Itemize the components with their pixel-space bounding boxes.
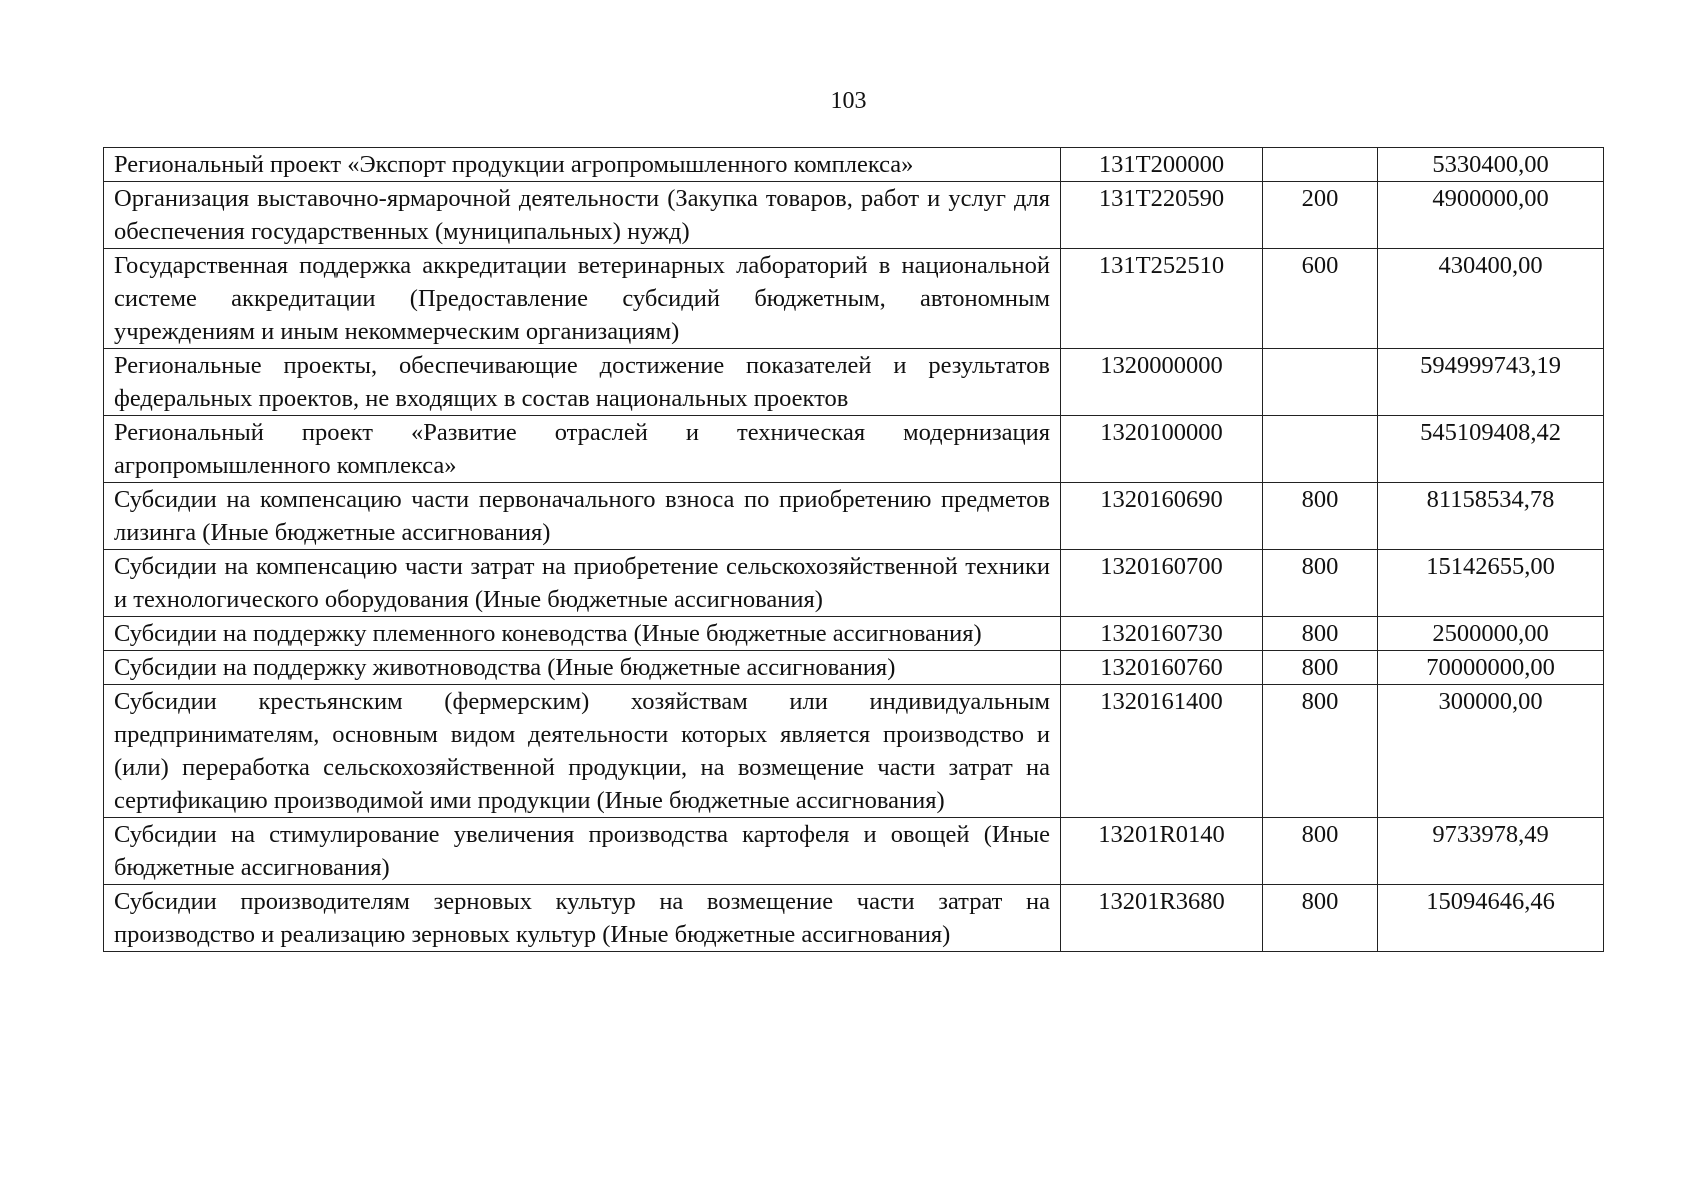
row-amount: 81158534,78 xyxy=(1378,483,1604,550)
row-name: Субсидии на поддержку животноводства (Иные бюджетные ассигнования) xyxy=(104,651,1061,685)
table-row xyxy=(104,416,1604,483)
table-row xyxy=(104,182,1604,249)
row-code: 131T200000 xyxy=(1061,148,1263,182)
row-amount: 15142655,00 xyxy=(1378,550,1604,617)
row-code: 131T220590 xyxy=(1061,182,1263,249)
row-expense-type: 800 xyxy=(1263,651,1378,685)
row-name: Государственная поддержка аккредитации ветеринарных лабораторий в национальной системе аккредитации (Предоставление субсидий бюджетным, автономным учреждениям и иным некоммерческим организациям) xyxy=(104,249,1061,349)
row-expense-type: 800 xyxy=(1263,617,1378,651)
row-name: Субсидии производителям зерновых культур на возмещение части затрат на производство и реализацию зерновых культур (Иные бюджетные ассигнования) xyxy=(104,885,1061,952)
row-expense-type: 800 xyxy=(1263,818,1378,885)
row-amount: 594999743,19 xyxy=(1378,349,1604,416)
row-name: Региональный проект «Экспорт продукции агропромышленного комплекса» xyxy=(104,148,1061,182)
row-expense-type: 800 xyxy=(1263,885,1378,952)
row-amount: 15094646,46 xyxy=(1378,885,1604,952)
row-code: 13201R3680 xyxy=(1061,885,1263,952)
row-name: Региональные проекты, обеспечивающие достижение показателей и результатов федеральных проектов, не входящих в состав национальных проектов xyxy=(104,349,1061,416)
table-row xyxy=(104,550,1604,617)
row-name: Субсидии на компенсацию части затрат на приобретение сельскохозяйственной техники и технологического оборудования (Иные бюджетные ассигнования) xyxy=(104,550,1061,617)
row-code: 1320161400 xyxy=(1061,685,1263,818)
row-expense-type xyxy=(1263,416,1378,483)
table-row xyxy=(104,685,1604,818)
table-row xyxy=(104,651,1604,685)
row-name: Субсидии на компенсацию части первоначального взноса по приобретению предметов лизинга (Иные бюджетные ассигнования) xyxy=(104,483,1061,550)
row-name: Организация выставочно-ярмарочной деятельности (Закупка товаров, работ и услуг для обеспечения государственных (муниципальных) нужд) xyxy=(104,182,1061,249)
row-expense-type: 800 xyxy=(1263,483,1378,550)
row-amount: 430400,00 xyxy=(1378,249,1604,349)
row-amount: 2500000,00 xyxy=(1378,617,1604,651)
row-name: Субсидии крестьянским (фермерским) хозяйствам или индивидуальным предпринимателям, основным видом деятельности которых является производство и (или) переработка сельскохозяйственной продукции, на возмещение части затрат на сертификацию производимой ими продукции (Иные бюджетные ассигнования) xyxy=(104,685,1061,818)
row-code: 1320160700 xyxy=(1061,550,1263,617)
row-code: 131T252510 xyxy=(1061,249,1263,349)
page-number: 103 xyxy=(830,88,867,114)
row-name: Региональный проект «Развитие отраслей и техническая модернизация агропромышленного комплекса» xyxy=(104,416,1061,483)
row-expense-type xyxy=(1263,148,1378,182)
table-row xyxy=(104,885,1604,952)
row-name: Субсидии на стимулирование увеличения производства картофеля и овощей (Иные бюджетные ассигнования) xyxy=(104,818,1061,885)
row-expense-type: 800 xyxy=(1263,685,1378,818)
table-row xyxy=(104,349,1604,416)
budget-table-body xyxy=(104,148,1604,952)
row-code: 13201R0140 xyxy=(1061,818,1263,885)
row-amount: 9733978,49 xyxy=(1378,818,1604,885)
table-row xyxy=(104,818,1604,885)
row-expense-type: 200 xyxy=(1263,182,1378,249)
row-amount: 5330400,00 xyxy=(1378,148,1604,182)
row-name: Субсидии на поддержку племенного коневодства (Иные бюджетные ассигнования) xyxy=(104,617,1061,651)
table-row xyxy=(104,148,1604,182)
table-row xyxy=(104,617,1604,651)
row-code: 1320100000 xyxy=(1061,416,1263,483)
row-expense-type xyxy=(1263,349,1378,416)
table-row xyxy=(104,483,1604,550)
row-amount: 300000,00 xyxy=(1378,685,1604,818)
row-amount: 70000000,00 xyxy=(1378,651,1604,685)
budget-table xyxy=(103,147,1604,952)
table-row xyxy=(104,249,1604,349)
row-expense-type: 800 xyxy=(1263,550,1378,617)
row-code: 1320160730 xyxy=(1061,617,1263,651)
row-expense-type: 600 xyxy=(1263,249,1378,349)
row-code: 1320160690 xyxy=(1061,483,1263,550)
row-code: 1320000000 xyxy=(1061,349,1263,416)
row-code: 1320160760 xyxy=(1061,651,1263,685)
row-amount: 4900000,00 xyxy=(1378,182,1604,249)
row-amount: 545109408,42 xyxy=(1378,416,1604,483)
